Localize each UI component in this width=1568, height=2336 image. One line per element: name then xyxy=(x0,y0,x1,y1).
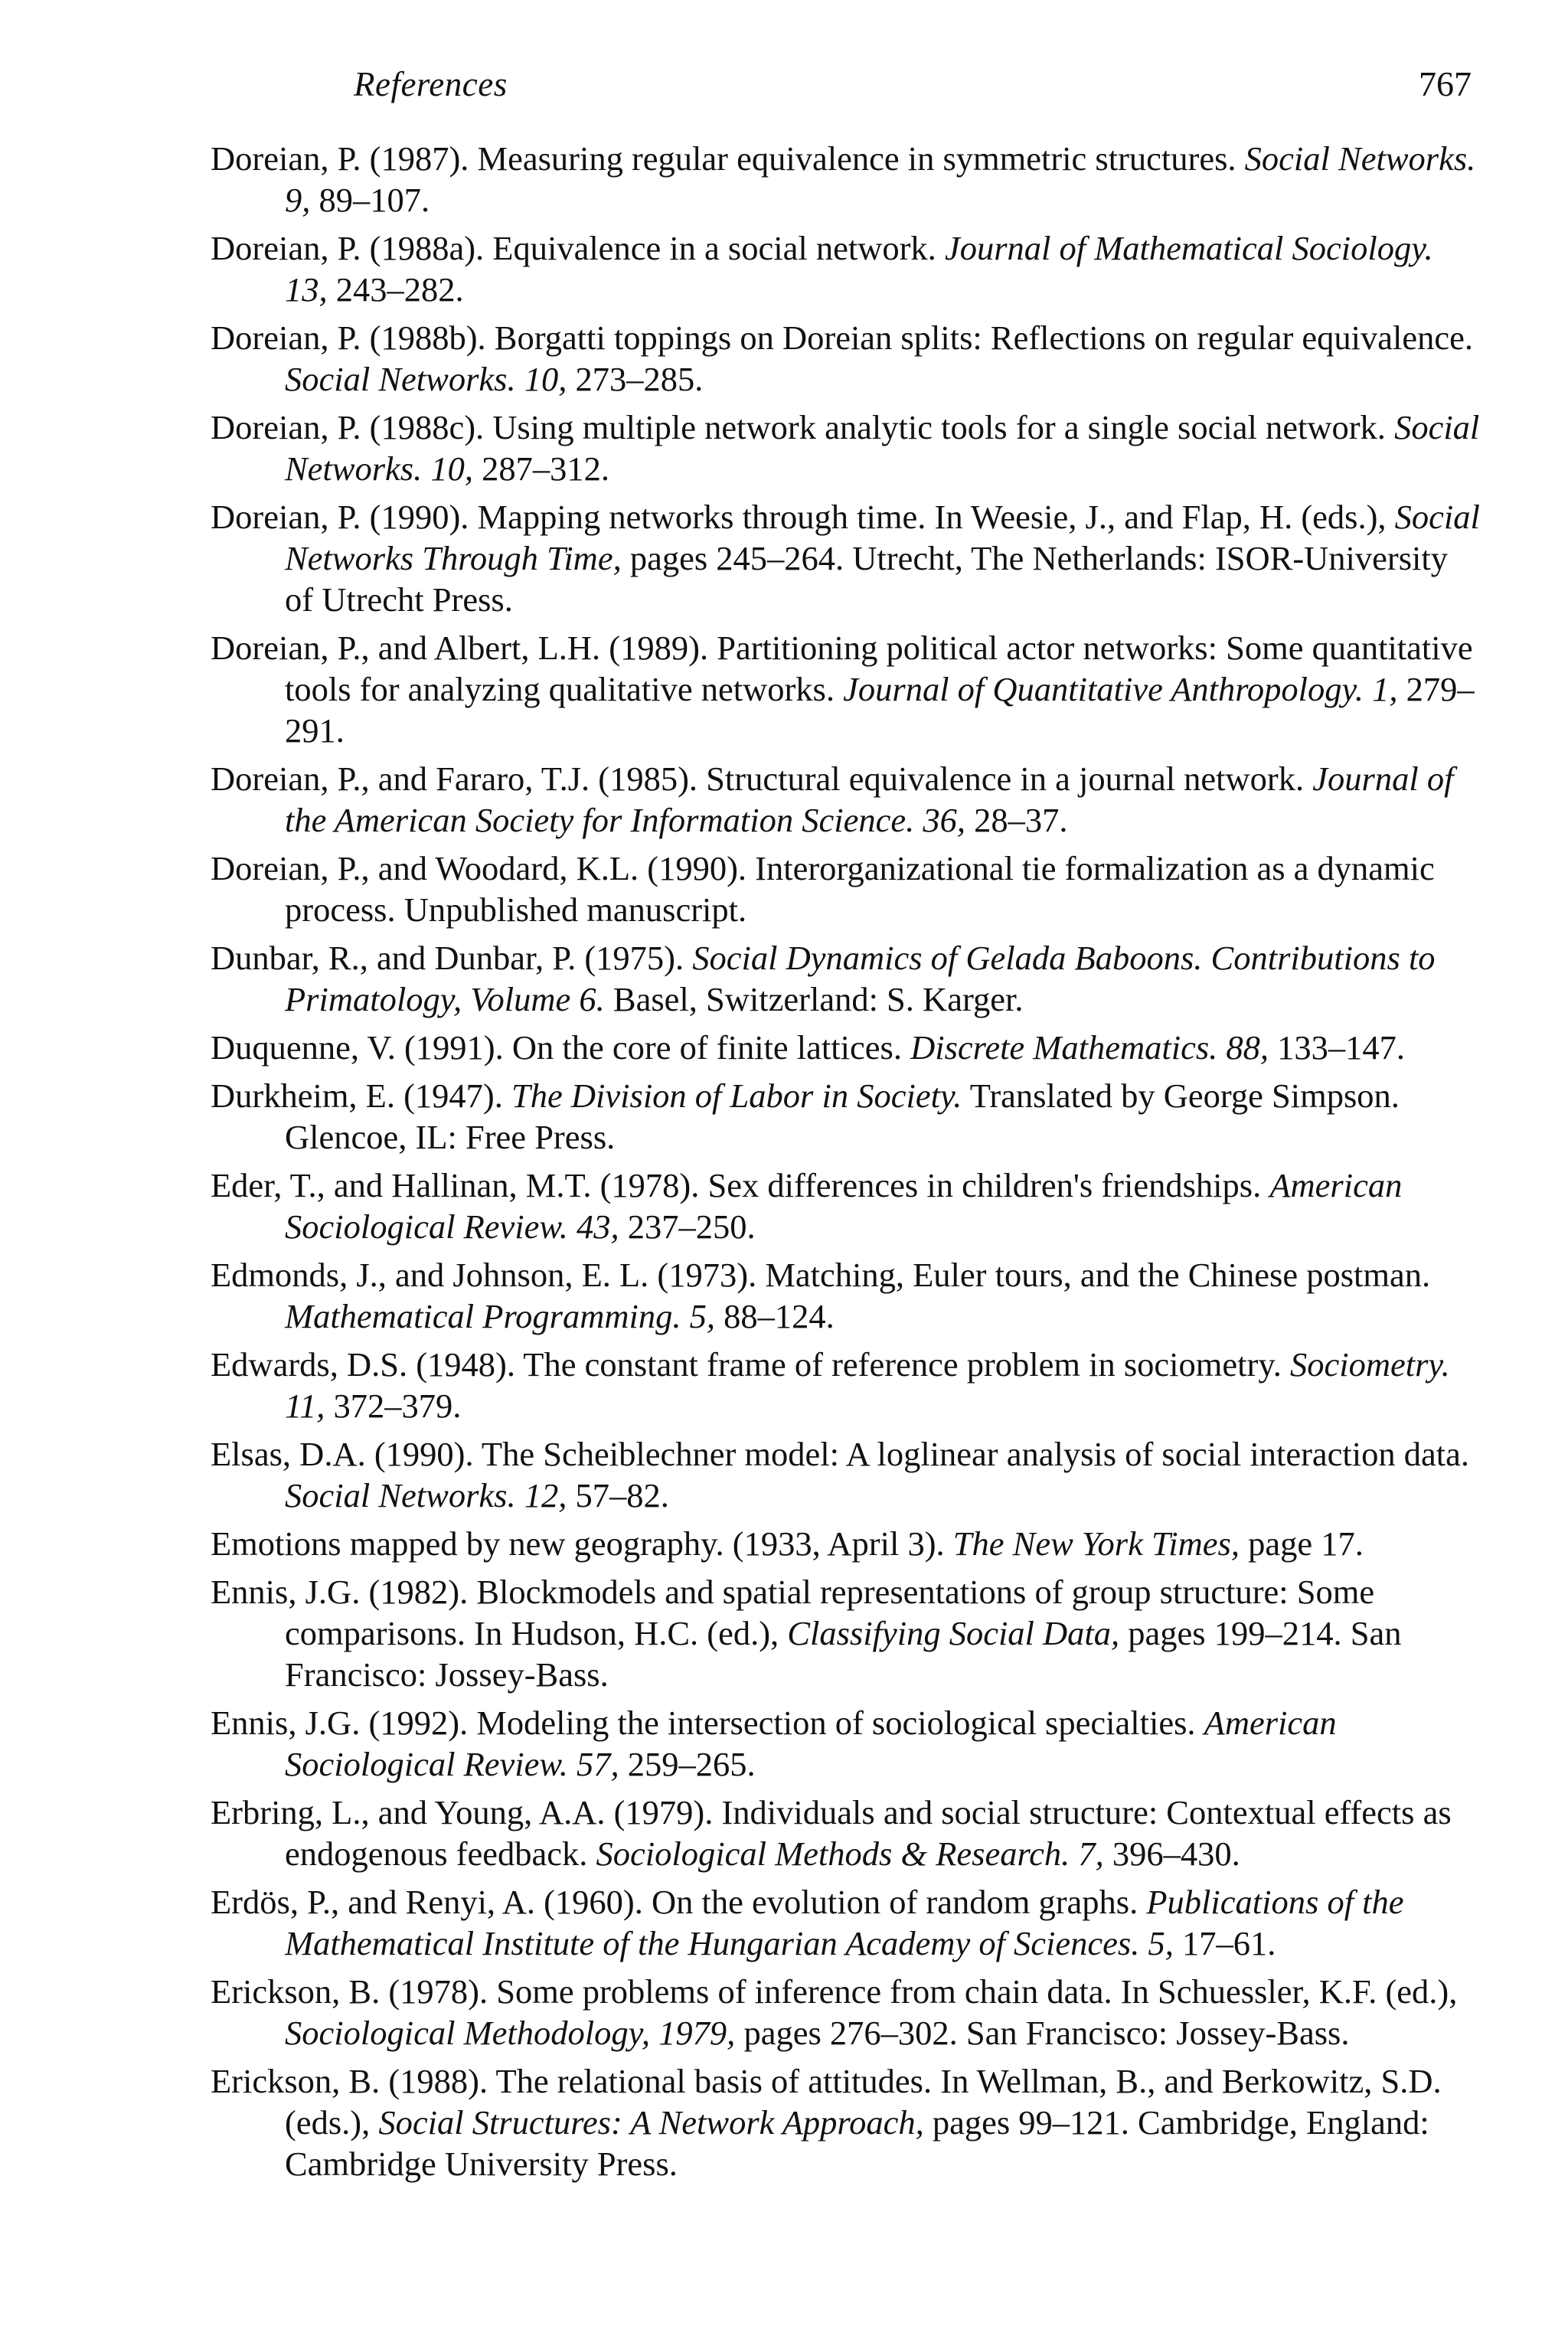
reference-tail: Basel, Switzerland: S. Karger. xyxy=(604,980,1024,1018)
reference-text: Doreian, P., and Fararo, T.J. (1985). Structural equivalence in a journal network. xyxy=(211,760,1313,798)
reference-entry xyxy=(211,1971,1481,2053)
reference-tail: Translated by George Simpson. Glencoe, IL: Free Press. xyxy=(285,1077,1400,1156)
reference-source: Mathematical Programming. 5, xyxy=(285,1297,715,1335)
reference-text: Durkheim, E. (1947). xyxy=(211,1077,512,1115)
reference-tail: 279–291. xyxy=(285,670,1475,750)
reference-text: Ennis, J.G. (1992). Modeling the intersection of sociological specialties. xyxy=(211,1704,1204,1742)
reference-entry xyxy=(211,407,1481,489)
reference-text: Doreian, P., and Albert, L.H. (1989). Partitioning political actor networks: Some quantitative tools for analyzing qualitative networks. xyxy=(211,629,1473,708)
reference-list xyxy=(211,138,1481,2191)
reference-entry xyxy=(211,758,1481,841)
reference-entry xyxy=(211,227,1481,310)
reference-source: American Sociological Review. 43, xyxy=(285,1166,1403,1246)
page-number: 767 xyxy=(1419,64,1472,103)
reference-entry xyxy=(211,1523,1481,1564)
reference-text: Dunbar, R., and Dunbar, P. (1975). xyxy=(211,939,693,977)
reference-text: Erbring, L., and Young, A.A. (1979). Individuals and social structure: Contextual effects as endogenous feedback. xyxy=(211,1793,1452,1873)
reference-tail: 396–430. xyxy=(1103,1834,1240,1873)
reference-entry xyxy=(211,496,1481,620)
reference-tail: 287–312. xyxy=(473,449,609,488)
reference-source: Social Dynamics of Gelada Baboons. Contributions to Primatology, Volume 6. xyxy=(285,939,1436,1018)
reference-tail: pages 276–302. San Francisco: Jossey-Bass. xyxy=(735,2014,1350,2052)
reference-entry xyxy=(211,937,1481,1020)
reference-source: Social Networks. 9, xyxy=(285,139,1476,219)
reference-text: Doreian, P. (1988c). Using multiple network analytic tools for a single social network. xyxy=(211,408,1395,446)
reference-source: Social Networks Through Time, xyxy=(285,498,1480,577)
reference-tail: 88–124. xyxy=(714,1297,835,1335)
reference-text: Erickson, B. (1988). The relational basis of attitudes. In Wellman, B., and Berkowitz, S.D. (eds.), xyxy=(211,2062,1442,2142)
reference-source: American Sociological Review. 57, xyxy=(285,1704,1337,1783)
reference-tail: pages 199–214. San Francisco: Jossey-Bass. xyxy=(285,1614,1402,1694)
reference-source: Social Networks. 10, xyxy=(285,408,1480,488)
reference-tail: pages 245–264. Utrecht, The Netherlands: ISOR-University of Utrecht Press. xyxy=(285,539,1449,619)
reference-text: Doreian, P. (1988b). Borgatti toppings on Doreian splits: Reflections on regular equivalence. xyxy=(211,319,1474,357)
reference-tail: 243–282. xyxy=(327,270,464,309)
reference-entry xyxy=(211,317,1481,400)
reference-source: Publications of the Mathematical Institute of the Hungarian Academy of Sciences. 5, xyxy=(285,1883,1404,1962)
reference-text: Edmonds, J., and Johnson, E. L. (1973). Matching, Euler tours, and the Chinese postman. xyxy=(211,1256,1431,1294)
reference-tail: 372–379. xyxy=(325,1387,462,1425)
reference-text: Elsas, D.A. (1990). The Scheiblechner model: A loglinear analysis of social interaction data. xyxy=(211,1435,1470,1473)
reference-entry xyxy=(211,1792,1481,1874)
reference-text: Doreian, P. (1988a). Equivalence in a social network. xyxy=(211,229,945,267)
reference-text: Edwards, D.S. (1948). The constant frame of reference problem in sociometry. xyxy=(211,1345,1290,1384)
reference-source: Journal of the American Society for Information Science. 36, xyxy=(285,760,1454,839)
reference-source: Journal of Quantitative Anthropology. 1, xyxy=(843,670,1398,708)
reference-tail: 17–61. xyxy=(1173,1924,1276,1962)
reference-tail: 89–107. xyxy=(310,181,430,219)
reference-text: Eder, T., and Hallinan, M.T. (1978). Sex differences in children's friendships. xyxy=(211,1166,1270,1204)
reference-source: Discrete Mathematics. 88, xyxy=(910,1028,1269,1067)
reference-source: Sociological Methodology, 1979, xyxy=(285,2014,736,2052)
reference-tail: 237–250. xyxy=(619,1207,756,1246)
reference-entry xyxy=(211,1571,1481,1695)
reference-text: Erickson, B. (1978). Some problems of inference from chain data. In Schuessler, K.F. (ed.), xyxy=(211,1972,1458,2011)
reference-entry xyxy=(211,1165,1481,1247)
running-head xyxy=(354,61,1472,115)
reference-entry xyxy=(211,1254,1481,1337)
reference-entry xyxy=(211,1027,1481,1068)
reference-entry xyxy=(211,138,1481,221)
reference-source: Social Networks. 10, xyxy=(285,360,567,398)
reference-source: The New York Times, xyxy=(952,1524,1240,1563)
reference-entry xyxy=(211,1344,1481,1426)
reference-source: Social Structures: A Network Approach, xyxy=(378,2103,924,2142)
reference-entry xyxy=(211,848,1481,930)
reference-entry xyxy=(211,1881,1481,1964)
reference-tail: pages 99–121. Cambridge, England: Cambridge University Press. xyxy=(285,2103,1429,2183)
reference-text: Doreian, P., and Woodard, K.L. (1990). Interorganizational tie formalization as a dynamic process. Unpublished manuscript. xyxy=(211,849,1435,929)
reference-entry xyxy=(211,2060,1481,2184)
reference-text: Erdös, P., and Renyi, A. (1960). On the evolution of random graphs. xyxy=(211,1883,1147,1921)
reference-tail: 28–37. xyxy=(965,801,1068,839)
reference-entry xyxy=(211,1433,1481,1516)
reference-text: Duquenne, V. (1991). On the core of finite lattices. xyxy=(211,1028,911,1067)
reference-tail: 259–265. xyxy=(619,1745,756,1783)
reference-text: Doreian, P. (1987). Measuring regular equivalence in symmetric structures. xyxy=(211,139,1245,178)
reference-entry xyxy=(211,627,1481,751)
reference-tail: page 17. xyxy=(1239,1524,1364,1563)
reference-text: Doreian, P. (1990). Mapping networks through time. In Weesie, J., and Flap, H. (eds.), xyxy=(211,498,1395,536)
reference-tail: 273–285. xyxy=(567,360,704,398)
reference-source: Journal of Mathematical Sociology. 13, xyxy=(285,229,1433,309)
reference-source: Social Networks. 12, xyxy=(285,1476,567,1514)
reference-entry xyxy=(211,1702,1481,1785)
reference-tail: 133–147. xyxy=(1269,1028,1406,1067)
reference-source: Classifying Social Data, xyxy=(787,1614,1120,1652)
reference-text: Emotions mapped by new geography. (1933, April 3). xyxy=(211,1524,953,1563)
reference-tail: 57–82. xyxy=(567,1476,669,1514)
running-head-title: References xyxy=(354,65,508,103)
reference-source: The Division of Labor in Society. xyxy=(511,1077,962,1115)
reference-source: Sociological Methods & Research. 7, xyxy=(596,1834,1104,1873)
reference-source: Sociometry. 11, xyxy=(285,1345,1450,1425)
reference-text: Ennis, J.G. (1982). Blockmodels and spatial representations of group structure: Some comparisons. In Hudson, H.C. (ed.), xyxy=(211,1573,1375,1652)
reference-entry xyxy=(211,1075,1481,1158)
